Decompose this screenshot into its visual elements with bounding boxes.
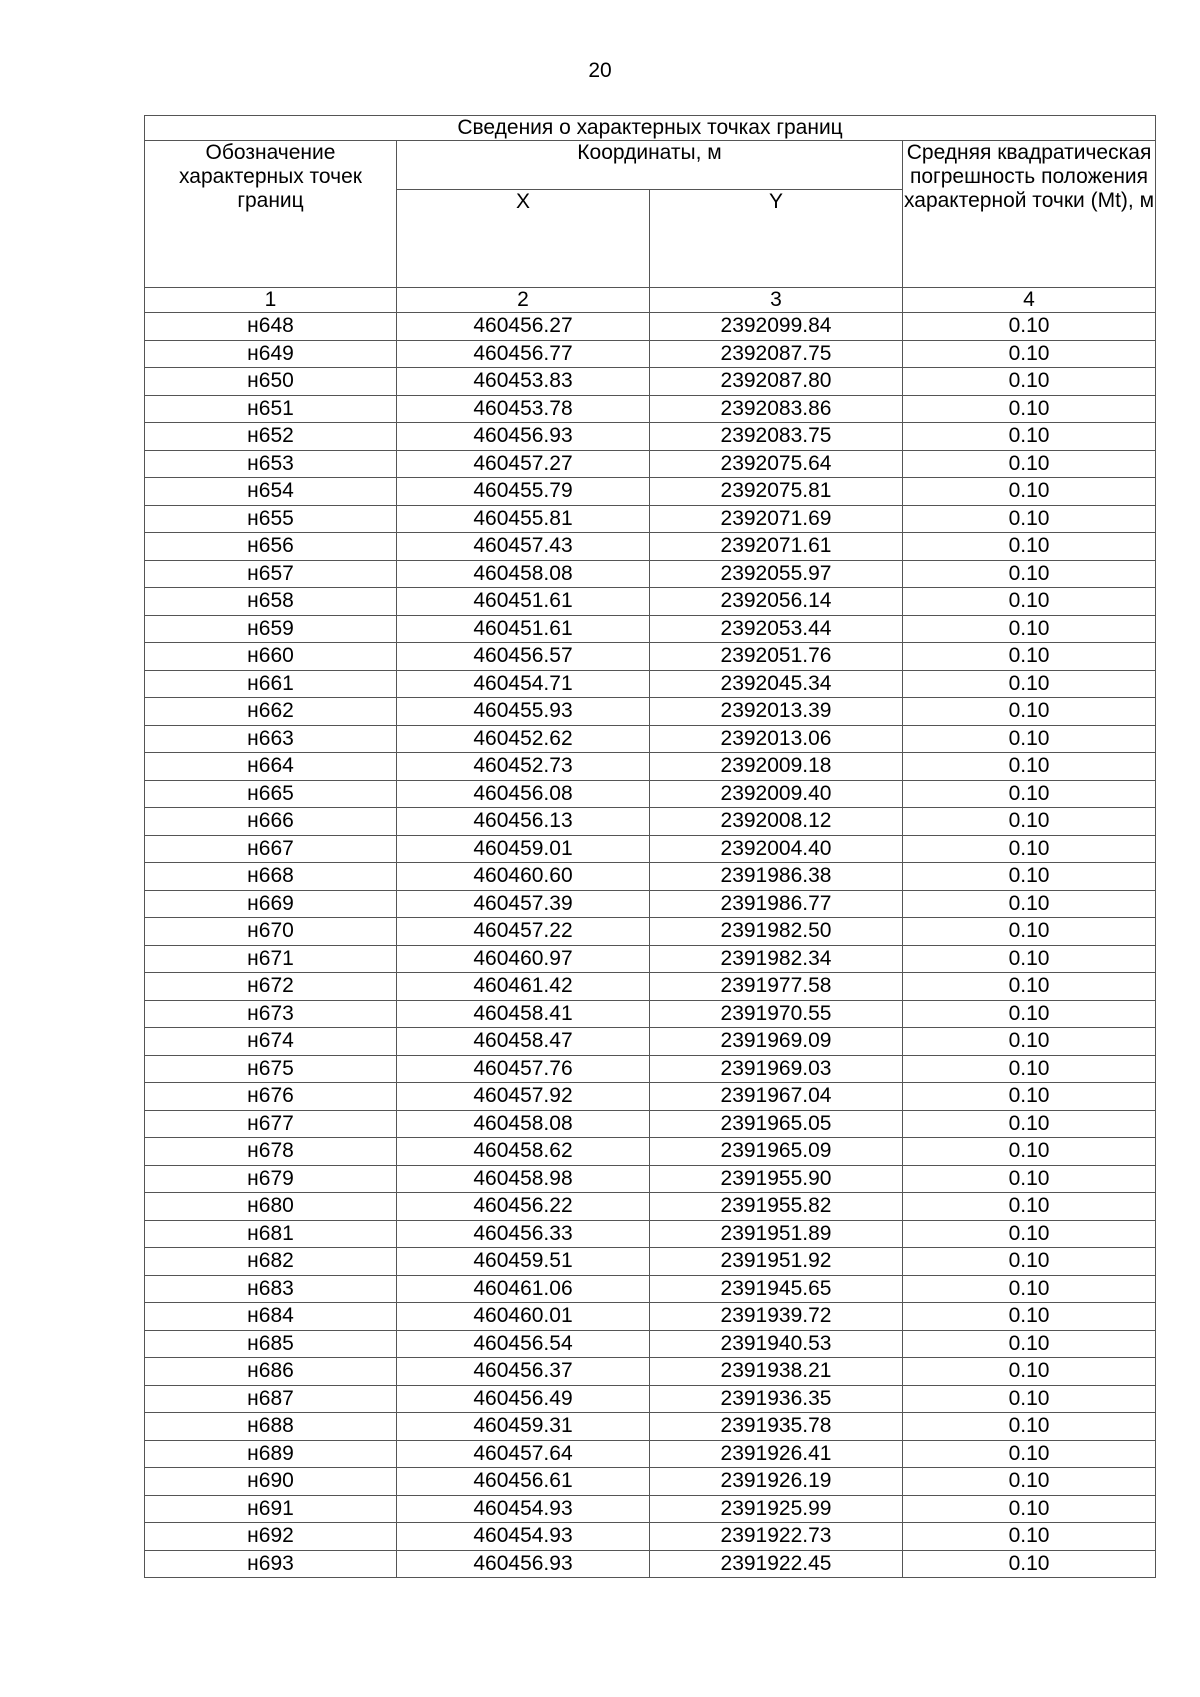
y-coordinate-cell: 2391939.72	[650, 1303, 903, 1331]
table-row	[145, 780, 1156, 808]
table-row	[145, 643, 1156, 671]
x-coordinate-cell: 460458.08	[397, 560, 650, 588]
x-coordinate-cell: 460457.64	[397, 1440, 650, 1468]
x-coordinate-cell: 460457.27	[397, 450, 650, 478]
mean-square-error-cell: 0.10	[903, 835, 1156, 863]
x-coordinate-cell: 460456.13	[397, 808, 650, 836]
mean-square-error-cell: 0.10	[903, 643, 1156, 671]
y-coordinate-cell: 2391969.03	[650, 1055, 903, 1083]
column-number-row	[145, 288, 1156, 313]
y-coordinate-cell: 2392087.75	[650, 340, 903, 368]
x-coordinate-cell: 460457.92	[397, 1083, 650, 1111]
point-designation-cell: н678	[145, 1138, 397, 1166]
y-coordinate-cell: 2391986.38	[650, 863, 903, 891]
y-coordinate-cell: 2391936.35	[650, 1385, 903, 1413]
mean-square-error-cell: 0.10	[903, 1248, 1156, 1276]
table-row	[145, 615, 1156, 643]
column-number: 3	[650, 288, 903, 313]
table-body	[145, 313, 1156, 1578]
x-coordinate-cell: 460452.73	[397, 753, 650, 781]
table-row	[145, 1440, 1156, 1468]
y-coordinate-cell: 2391965.05	[650, 1110, 903, 1138]
mean-square-error-cell: 0.10	[903, 340, 1156, 368]
x-coordinate-cell: 460460.01	[397, 1303, 650, 1331]
x-coordinate-cell: 460458.98	[397, 1165, 650, 1193]
point-designation-cell: н681	[145, 1220, 397, 1248]
table-title: Сведения о характерных точках границ	[145, 116, 1156, 141]
y-coordinate-cell: 2391951.89	[650, 1220, 903, 1248]
mean-square-error-cell: 0.10	[903, 368, 1156, 396]
table-row	[145, 368, 1156, 396]
table-row	[145, 505, 1156, 533]
point-designation-cell: н664	[145, 753, 397, 781]
table-row	[145, 533, 1156, 561]
y-coordinate-cell: 2391926.41	[650, 1440, 903, 1468]
point-designation-cell: н692	[145, 1523, 397, 1551]
mean-square-error-cell: 0.10	[903, 890, 1156, 918]
y-coordinate-cell: 2391955.82	[650, 1193, 903, 1221]
y-coordinate-cell: 2391982.50	[650, 918, 903, 946]
y-coordinate-cell: 2391986.77	[650, 890, 903, 918]
point-designation-cell: н657	[145, 560, 397, 588]
x-coordinate-cell: 460457.43	[397, 533, 650, 561]
header-designation: Обозначение характерных точек границ	[145, 141, 397, 288]
y-coordinate-cell: 2392071.69	[650, 505, 903, 533]
point-designation-cell: н661	[145, 670, 397, 698]
x-coordinate-cell: 460456.27	[397, 313, 650, 341]
table-title-row	[145, 116, 1156, 141]
table-row	[145, 395, 1156, 423]
point-designation-cell: н667	[145, 835, 397, 863]
mean-square-error-cell: 0.10	[903, 1550, 1156, 1578]
point-designation-cell: н653	[145, 450, 397, 478]
table-row	[145, 1468, 1156, 1496]
header-y: Y	[650, 190, 903, 288]
boundary-points-table-container	[144, 115, 1155, 1578]
table-row	[145, 1550, 1156, 1578]
y-coordinate-cell: 2392075.64	[650, 450, 903, 478]
point-designation-cell: н680	[145, 1193, 397, 1221]
x-coordinate-cell: 460458.47	[397, 1028, 650, 1056]
mean-square-error-cell: 0.10	[903, 1165, 1156, 1193]
x-coordinate-cell: 460461.06	[397, 1275, 650, 1303]
y-coordinate-cell: 2392056.14	[650, 588, 903, 616]
y-coordinate-cell: 2391977.58	[650, 973, 903, 1001]
y-coordinate-cell: 2391969.09	[650, 1028, 903, 1056]
table-row	[145, 725, 1156, 753]
table-row	[145, 1138, 1156, 1166]
table-row	[145, 423, 1156, 451]
table-row	[145, 1028, 1156, 1056]
y-coordinate-cell: 2392013.06	[650, 725, 903, 753]
y-coordinate-cell: 2392009.40	[650, 780, 903, 808]
x-coordinate-cell: 460459.31	[397, 1413, 650, 1441]
x-coordinate-cell: 460457.76	[397, 1055, 650, 1083]
page-number: 20	[588, 59, 612, 82]
y-coordinate-cell: 2392083.75	[650, 423, 903, 451]
point-designation-cell: н668	[145, 863, 397, 891]
mean-square-error-cell: 0.10	[903, 1193, 1156, 1221]
mean-square-error-cell: 0.10	[903, 1413, 1156, 1441]
point-designation-cell: н691	[145, 1495, 397, 1523]
x-coordinate-cell: 460455.93	[397, 698, 650, 726]
x-coordinate-cell: 460456.08	[397, 780, 650, 808]
table-row	[145, 1385, 1156, 1413]
mean-square-error-cell: 0.10	[903, 945, 1156, 973]
table-row	[145, 1303, 1156, 1331]
point-designation-cell: н658	[145, 588, 397, 616]
mean-square-error-cell: 0.10	[903, 1138, 1156, 1166]
point-designation-cell: н674	[145, 1028, 397, 1056]
point-designation-cell: н651	[145, 395, 397, 423]
point-designation-cell: н663	[145, 725, 397, 753]
y-coordinate-cell: 2392053.44	[650, 615, 903, 643]
table-row	[145, 973, 1156, 1001]
point-designation-cell: н655	[145, 505, 397, 533]
point-designation-cell: н672	[145, 973, 397, 1001]
mean-square-error-cell: 0.10	[903, 1055, 1156, 1083]
y-coordinate-cell: 2391970.55	[650, 1000, 903, 1028]
x-coordinate-cell: 460456.37	[397, 1358, 650, 1386]
table-row	[145, 945, 1156, 973]
header-mean-square-error: Средняя квадратическая погрешность положения характерной точки (Mt), м	[903, 141, 1156, 288]
point-designation-cell: н659	[145, 615, 397, 643]
point-designation-cell: н656	[145, 533, 397, 561]
point-designation-cell: н652	[145, 423, 397, 451]
x-coordinate-cell: 460458.08	[397, 1110, 650, 1138]
point-designation-cell: н649	[145, 340, 397, 368]
x-coordinate-cell: 460457.22	[397, 918, 650, 946]
point-designation-cell: н650	[145, 368, 397, 396]
column-number: 4	[903, 288, 1156, 313]
table-row	[145, 1523, 1156, 1551]
header-row	[145, 141, 1156, 190]
point-designation-cell: н683	[145, 1275, 397, 1303]
table-row	[145, 1193, 1156, 1221]
table-row	[145, 560, 1156, 588]
boundary-points-table	[144, 115, 1156, 1578]
header-x: X	[397, 190, 650, 288]
x-coordinate-cell: 460456.61	[397, 1468, 650, 1496]
x-coordinate-cell: 460460.60	[397, 863, 650, 891]
mean-square-error-cell: 0.10	[903, 808, 1156, 836]
y-coordinate-cell: 2392055.97	[650, 560, 903, 588]
point-designation-cell: н685	[145, 1330, 397, 1358]
table-row	[145, 1055, 1156, 1083]
point-designation-cell: н671	[145, 945, 397, 973]
header-coordinates: Координаты, м	[397, 141, 903, 190]
point-designation-cell: н687	[145, 1385, 397, 1413]
mean-square-error-cell: 0.10	[903, 1495, 1156, 1523]
x-coordinate-cell: 460451.61	[397, 588, 650, 616]
x-coordinate-cell: 460452.62	[397, 725, 650, 753]
table-row	[145, 1358, 1156, 1386]
y-coordinate-cell: 2392099.84	[650, 313, 903, 341]
table-row	[145, 1083, 1156, 1111]
mean-square-error-cell: 0.10	[903, 698, 1156, 726]
mean-square-error-cell: 0.10	[903, 450, 1156, 478]
y-coordinate-cell: 2392008.12	[650, 808, 903, 836]
mean-square-error-cell: 0.10	[903, 863, 1156, 891]
x-coordinate-cell: 460455.79	[397, 478, 650, 506]
point-designation-cell: н648	[145, 313, 397, 341]
mean-square-error-cell: 0.10	[903, 615, 1156, 643]
table-row	[145, 1330, 1156, 1358]
y-coordinate-cell: 2392051.76	[650, 643, 903, 671]
table-row	[145, 753, 1156, 781]
point-designation-cell: н675	[145, 1055, 397, 1083]
x-coordinate-cell: 460453.78	[397, 395, 650, 423]
x-coordinate-cell: 460458.41	[397, 1000, 650, 1028]
x-coordinate-cell: 460456.93	[397, 423, 650, 451]
y-coordinate-cell: 2391965.09	[650, 1138, 903, 1166]
point-designation-cell: н686	[145, 1358, 397, 1386]
mean-square-error-cell: 0.10	[903, 478, 1156, 506]
x-coordinate-cell: 460454.71	[397, 670, 650, 698]
mean-square-error-cell: 0.10	[903, 780, 1156, 808]
mean-square-error-cell: 0.10	[903, 560, 1156, 588]
x-coordinate-cell: 460458.62	[397, 1138, 650, 1166]
point-designation-cell: н684	[145, 1303, 397, 1331]
y-coordinate-cell: 2392083.86	[650, 395, 903, 423]
x-coordinate-cell: 460456.77	[397, 340, 650, 368]
point-designation-cell: н654	[145, 478, 397, 506]
mean-square-error-cell: 0.10	[903, 1110, 1156, 1138]
point-designation-cell: н676	[145, 1083, 397, 1111]
x-coordinate-cell: 460456.57	[397, 643, 650, 671]
table-row	[145, 670, 1156, 698]
y-coordinate-cell: 2391940.53	[650, 1330, 903, 1358]
mean-square-error-cell: 0.10	[903, 670, 1156, 698]
y-coordinate-cell: 2391938.21	[650, 1358, 903, 1386]
point-designation-cell: н670	[145, 918, 397, 946]
y-coordinate-cell: 2392071.61	[650, 533, 903, 561]
x-coordinate-cell: 460456.54	[397, 1330, 650, 1358]
table-row	[145, 1220, 1156, 1248]
table-row	[145, 1275, 1156, 1303]
mean-square-error-cell: 0.10	[903, 395, 1156, 423]
mean-square-error-cell: 0.10	[903, 1303, 1156, 1331]
point-designation-cell: н688	[145, 1413, 397, 1441]
y-coordinate-cell: 2392009.18	[650, 753, 903, 781]
x-coordinate-cell: 460451.61	[397, 615, 650, 643]
point-designation-cell: н679	[145, 1165, 397, 1193]
y-coordinate-cell: 2391935.78	[650, 1413, 903, 1441]
mean-square-error-cell: 0.10	[903, 1083, 1156, 1111]
table-row	[145, 1000, 1156, 1028]
point-designation-cell: н682	[145, 1248, 397, 1276]
mean-square-error-cell: 0.10	[903, 588, 1156, 616]
x-coordinate-cell: 460456.33	[397, 1220, 650, 1248]
table-row	[145, 1165, 1156, 1193]
mean-square-error-cell: 0.10	[903, 725, 1156, 753]
mean-square-error-cell: 0.10	[903, 1000, 1156, 1028]
point-designation-cell: н690	[145, 1468, 397, 1496]
x-coordinate-cell: 460456.22	[397, 1193, 650, 1221]
table-row	[145, 450, 1156, 478]
point-designation-cell: н662	[145, 698, 397, 726]
table-row	[145, 1110, 1156, 1138]
table-row	[145, 863, 1156, 891]
mean-square-error-cell: 0.10	[903, 1358, 1156, 1386]
y-coordinate-cell: 2391982.34	[650, 945, 903, 973]
x-coordinate-cell: 460453.83	[397, 368, 650, 396]
table-row	[145, 588, 1156, 616]
y-coordinate-cell: 2392004.40	[650, 835, 903, 863]
x-coordinate-cell: 460457.39	[397, 890, 650, 918]
y-coordinate-cell: 2391922.73	[650, 1523, 903, 1551]
mean-square-error-cell: 0.10	[903, 313, 1156, 341]
point-designation-cell: н666	[145, 808, 397, 836]
table-row	[145, 313, 1156, 341]
y-coordinate-cell: 2391922.45	[650, 1550, 903, 1578]
table-row	[145, 1413, 1156, 1441]
point-designation-cell: н673	[145, 1000, 397, 1028]
mean-square-error-cell: 0.10	[903, 1330, 1156, 1358]
y-coordinate-cell: 2391926.19	[650, 1468, 903, 1496]
point-designation-cell: н677	[145, 1110, 397, 1138]
point-designation-cell: н693	[145, 1550, 397, 1578]
table-row	[145, 1495, 1156, 1523]
mean-square-error-cell: 0.10	[903, 918, 1156, 946]
table-row	[145, 340, 1156, 368]
mean-square-error-cell: 0.10	[903, 1468, 1156, 1496]
y-coordinate-cell: 2391945.65	[650, 1275, 903, 1303]
table-row	[145, 1248, 1156, 1276]
y-coordinate-cell: 2391955.90	[650, 1165, 903, 1193]
x-coordinate-cell: 460456.93	[397, 1550, 650, 1578]
table-row	[145, 835, 1156, 863]
mean-square-error-cell: 0.10	[903, 1440, 1156, 1468]
point-designation-cell: н689	[145, 1440, 397, 1468]
y-coordinate-cell: 2392013.39	[650, 698, 903, 726]
mean-square-error-cell: 0.10	[903, 1523, 1156, 1551]
table-header	[145, 116, 1156, 313]
column-number: 2	[397, 288, 650, 313]
x-coordinate-cell: 460459.51	[397, 1248, 650, 1276]
x-coordinate-cell: 460455.81	[397, 505, 650, 533]
mean-square-error-cell: 0.10	[903, 1385, 1156, 1413]
table-row	[145, 698, 1156, 726]
x-coordinate-cell: 460454.93	[397, 1523, 650, 1551]
y-coordinate-cell: 2392087.80	[650, 368, 903, 396]
mean-square-error-cell: 0.10	[903, 753, 1156, 781]
y-coordinate-cell: 2392045.34	[650, 670, 903, 698]
mean-square-error-cell: 0.10	[903, 423, 1156, 451]
point-designation-cell: н665	[145, 780, 397, 808]
y-coordinate-cell: 2392075.81	[650, 478, 903, 506]
mean-square-error-cell: 0.10	[903, 973, 1156, 1001]
table-row	[145, 808, 1156, 836]
mean-square-error-cell: 0.10	[903, 1220, 1156, 1248]
point-designation-cell: н660	[145, 643, 397, 671]
x-coordinate-cell: 460456.49	[397, 1385, 650, 1413]
x-coordinate-cell: 460459.01	[397, 835, 650, 863]
point-designation-cell: н669	[145, 890, 397, 918]
mean-square-error-cell: 0.10	[903, 505, 1156, 533]
table-row	[145, 918, 1156, 946]
mean-square-error-cell: 0.10	[903, 533, 1156, 561]
x-coordinate-cell: 460460.97	[397, 945, 650, 973]
mean-square-error-cell: 0.10	[903, 1275, 1156, 1303]
column-number: 1	[145, 288, 397, 313]
y-coordinate-cell: 2391925.99	[650, 1495, 903, 1523]
table-row	[145, 478, 1156, 506]
table-row	[145, 890, 1156, 918]
y-coordinate-cell: 2391951.92	[650, 1248, 903, 1276]
x-coordinate-cell: 460461.42	[397, 973, 650, 1001]
mean-square-error-cell: 0.10	[903, 1028, 1156, 1056]
y-coordinate-cell: 2391967.04	[650, 1083, 903, 1111]
x-coordinate-cell: 460454.93	[397, 1495, 650, 1523]
